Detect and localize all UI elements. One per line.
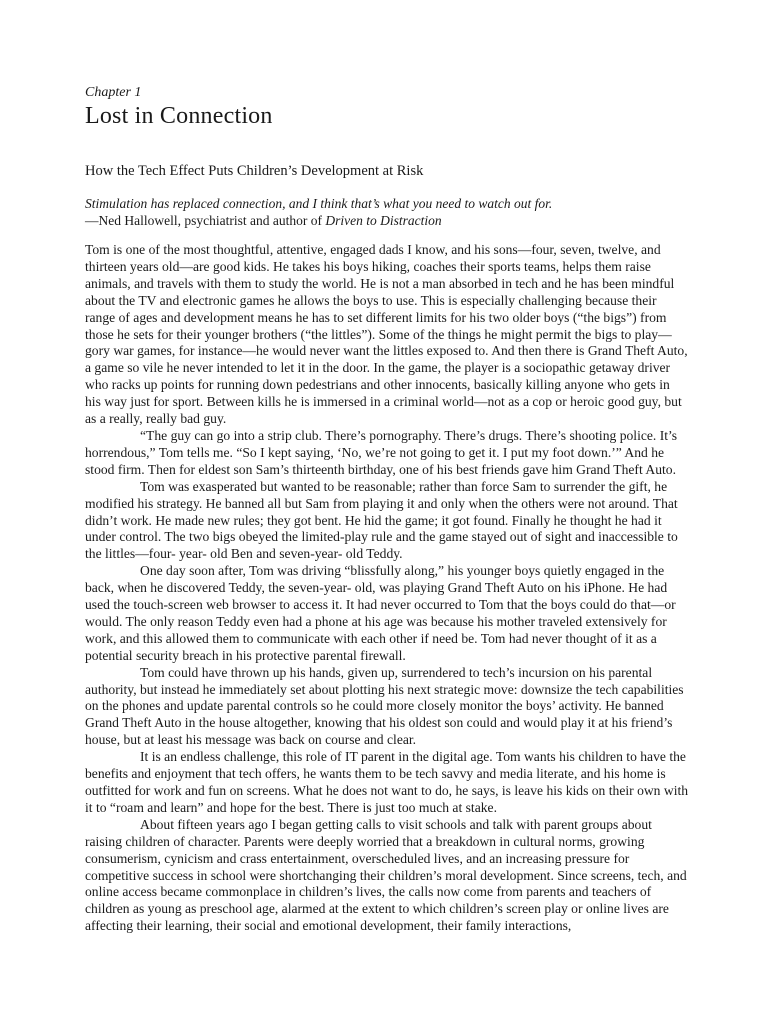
chapter-subtitle: How the Tech Effect Puts Children’s Development at Risk [85,163,424,179]
chapter-label: Chapter 1 [85,85,142,100]
body-paragraph: “The guy can go into a strip club. There’s pornography. There’s drugs. There’s shooting police. It’s horrendous,” Tom tells me. “So I kept saying, ‘No, we’re not going to get it. I put my foot down.’” And he stood firm. Then for eldest son Sam’s thirteenth birthday, one of his best friends gave him Grand Theft Auto. [85,427,678,477]
page-content [85,84,689,935]
page-title: Lost in Connection [85,103,273,129]
body-paragraph: About fifteen years ago I began getting calls to visit schools and talk with parent groups about raising children of character. Parents were deeply worried that a breakdown in cultural norms, growing consumerism, cynicism and crass entertainment, overscheduled lives, and an increasing pressure for competitive success in school were shortchanging their children’s moral development. Since screens, tech, and online access became commonplace in children’s lives, the calls now come from parents and teachers of children as young as preschool age, alarmed at the extent to which children’s screen play or online lives are affecting their learning, their social and emotional development, their family interactions, [85,816,687,934]
body-paragraph: One day soon after, Tom was driving “blissfully along,” his younger boys quietly engaged in the back, when he discovered Teddy, the seven-year- old, was playing Grand Theft Auto on his iPhone. He had used the touch-screen web browser to access it. It had never occurred to Tom that the boys could do that—or would. The only reason Teddy even had a phone at his age was because his mother traveled extensively for work, and this allowed them to communicate with each other if need be. Tom had never thought of it as a potential security breach in his protective parental firewall. [85,563,676,663]
body-paragraph: It is an endless challenge, this role of IT parent in the digital age. Tom wants his children to have the benefits and enjoyment that tech offers, he wants them to be tech savvy and media literate, and his home is outfitted for work and fun on screens. What he does not want to do, he says, is leave his kids on their own with it to “roam and learn” and hope for the best. There is just too much at stake. [85,749,689,815]
body-paragraph: Tom was exasperated but wanted to be reasonable; rather than force Sam to surrender the gift, he modified his strategy. He banned all but Sam from playing it and only when the others were not around. That didn’t work. He made new rules; they got bent. He hid the game; it got found. Finally he thought he had it under control. The two bigs obeyed the limited-play rule and the game stayed out of sight and inaccessible to the littles—four- year- old Ben and seven-year- old Teddy. [85,478,678,562]
attribution-work-title: Driven to Distraction [325,212,442,228]
body-paragraph: Tom could have thrown up his hands, given up, surrendered to tech’s incursion on his parental authority, but instead he immediately set about plotting his next strategic move: downsize the tech capabilities on the phones and update parental controls so he could more closely monitor the boys’ activity. He banned Grand Theft Auto in the house altogether, knowing that his oldest son could and would play it at his friend’s house, but at least his message was back on course and clear. [85,664,684,748]
chapter-header [85,84,689,229]
epigraph-attribution [85,213,689,230]
epigraph-quote: Stimulation has replaced connection, and I think that’s what you need to watch out for. [85,196,553,211]
attribution-text: —Ned Hallowell, psychiatrist and author of [85,212,326,228]
body-paragraph: Tom is one of the most thoughtful, attentive, engaged dads I know, and his sons—four, seven, twelve, and thirteen years old—are good kids. He takes his boys hiking, coaches their sports teams, helps them raise animals, and travels with them to study the world. He is not a man absorbed in tech and he has been mindful about the TV and electronic games he allows the boys to use. This is especially challenging because their range of ages and development means he has to set different limits for his two older boys (“the bigs”) from those he sets for their younger brothers (“the littles”). Some of the things he might permit the bigs to play—gory war games, for instance—he would never want the littles exposed to. And then there is Grand Theft Auto, a game so vile he never intended to let it in the door. In the game, the player is a sociopathic getaway driver who racks up points for running down pedestrians and other innocents, basically killing anyone who gets in his way just for sport. Between kills he is immersed in a criminal world—not as a cop or heroic good guy, but as a really, really bad guy. [85,242,688,427]
body-text [85,242,689,935]
